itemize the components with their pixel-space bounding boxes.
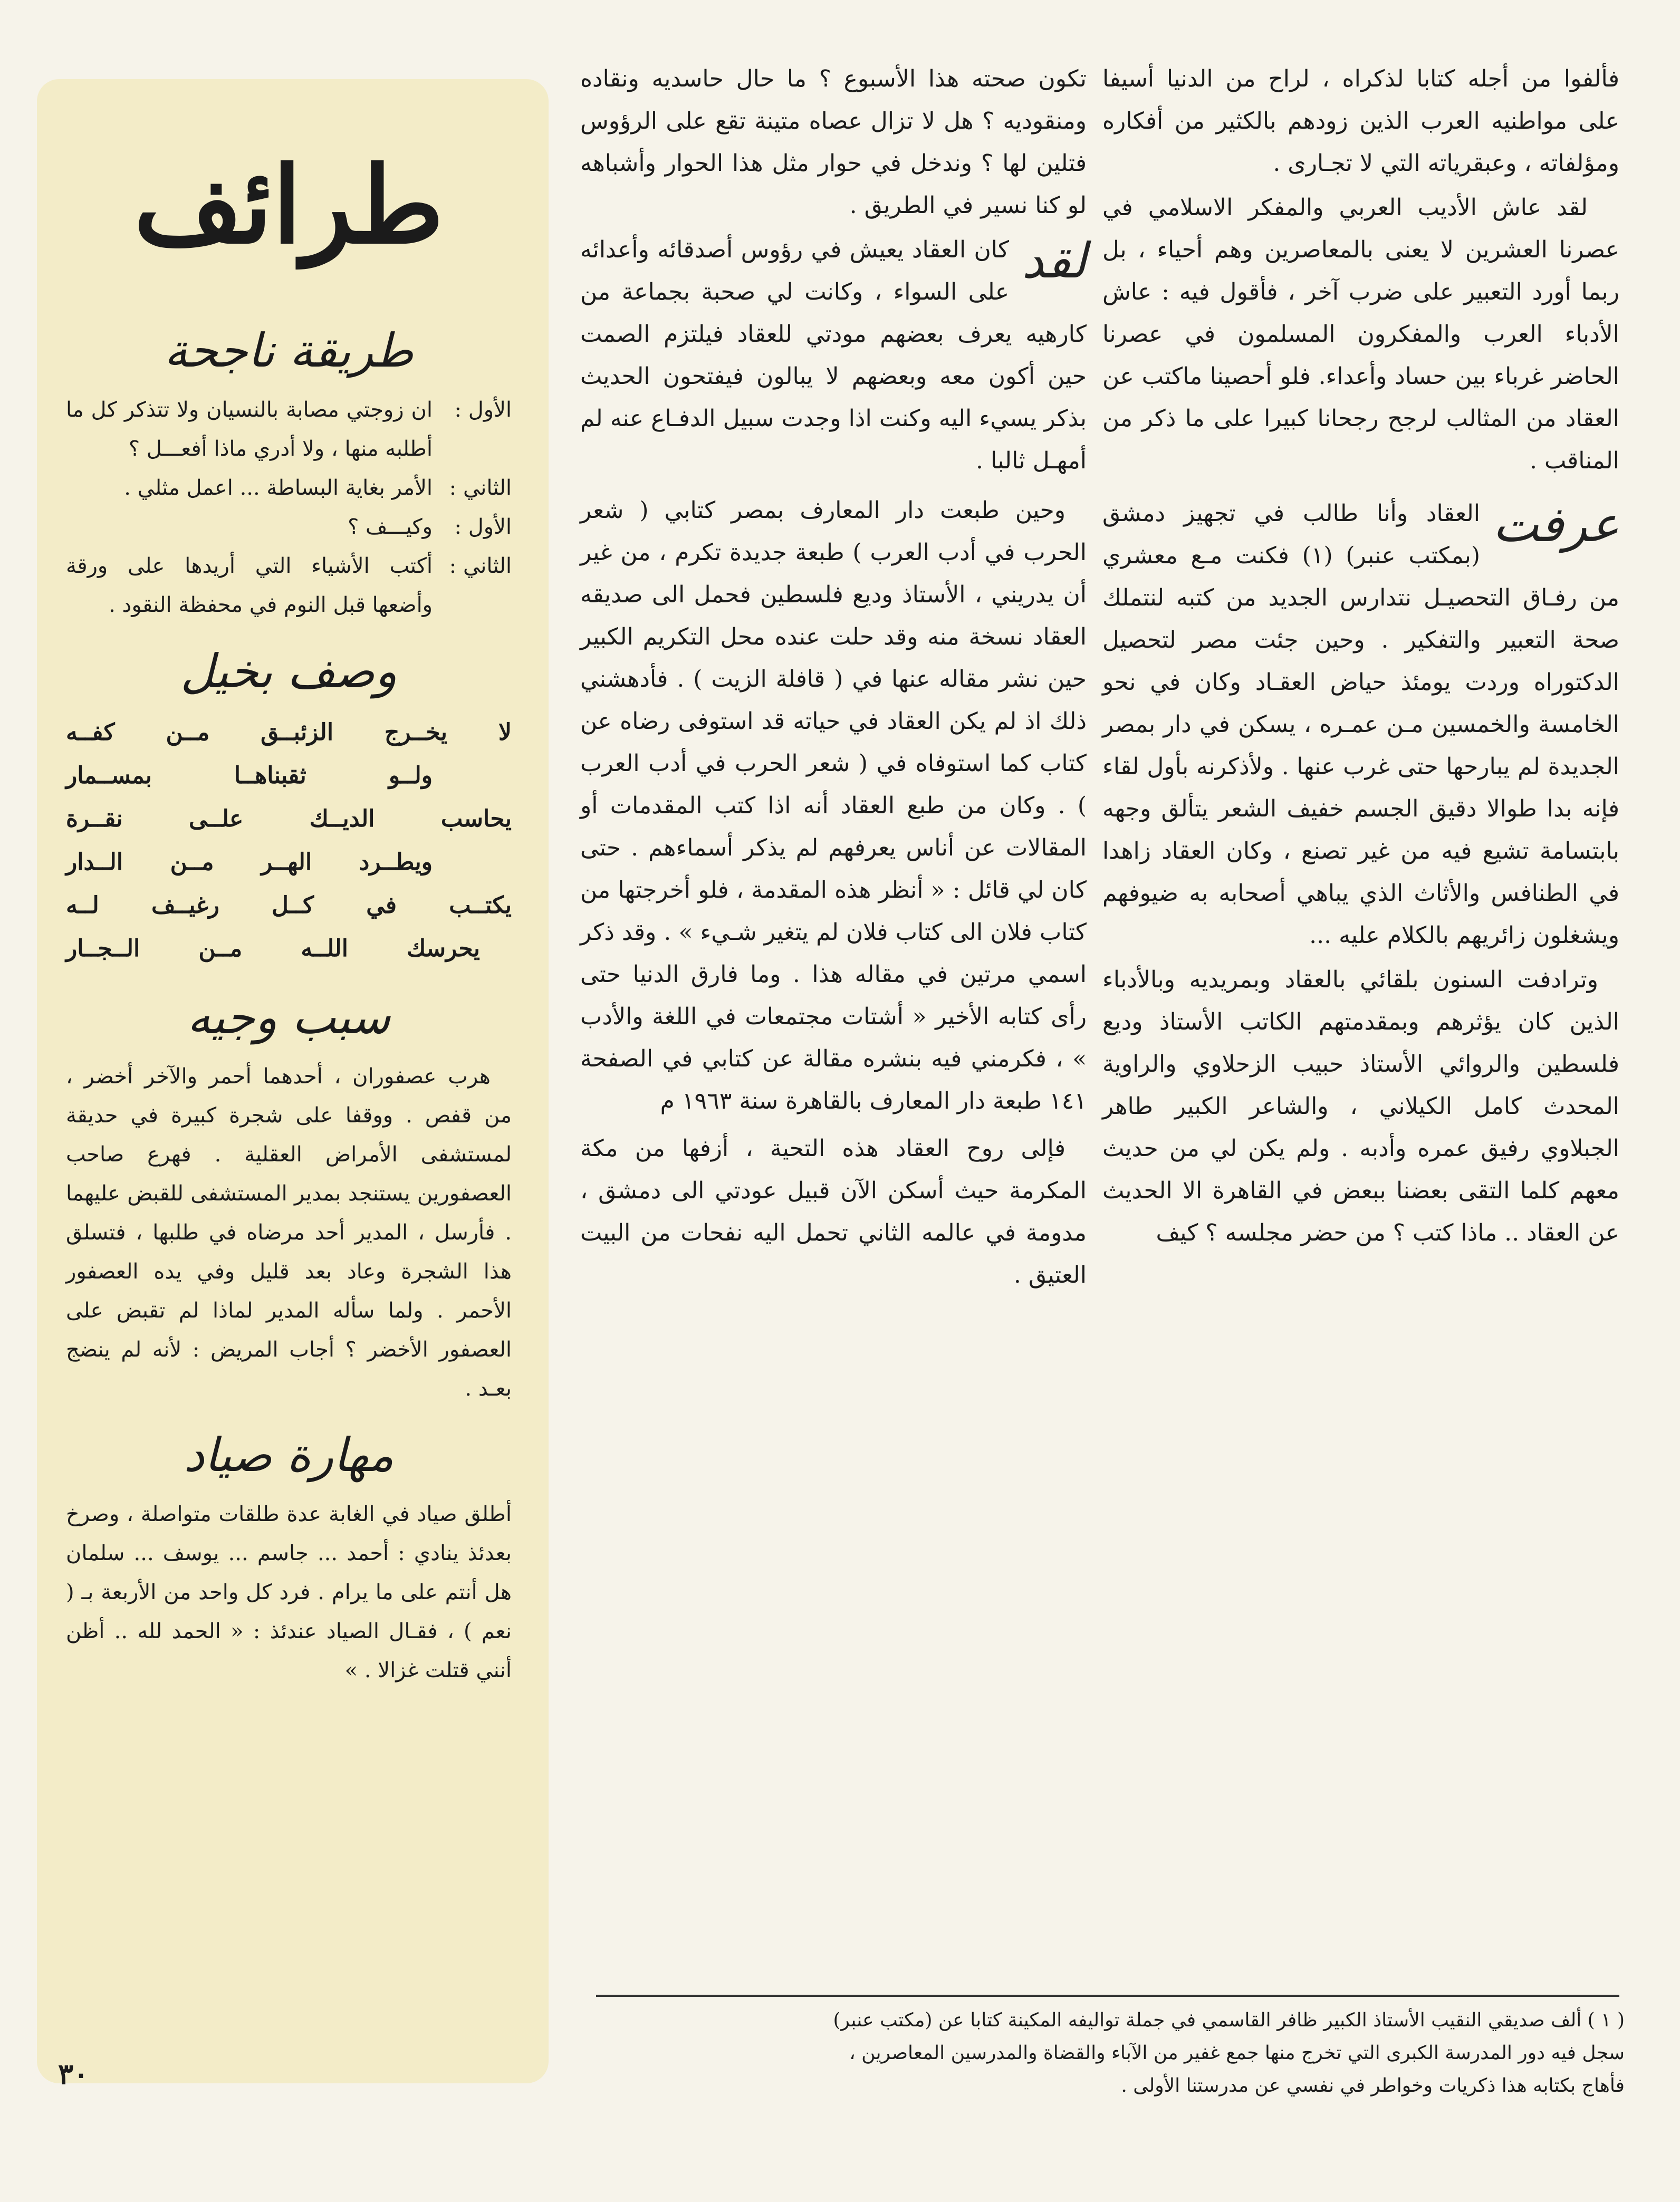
poem-line: يكتــب في كــل رغيــف لــه <box>66 892 512 919</box>
speech: أكتب الأشياء التي أريدها على ورقة وأضعها قبل النوم في محفظة النقود . <box>66 554 433 617</box>
article-paragraph: فألفوا من أجله كتابا لذكراه ، لراح من الدنيا أسيفا على مواطنيه العرب الذين زودهم بالكثير من أفكاره ومؤلفاته ، وعبقرياته التي لا تجـارى . <box>1102 65 1619 177</box>
speech: الأمر بغاية البساطة ... اعمل مثلي . <box>124 476 433 500</box>
poem-line: ويطــرد الهــر مــن الــدار <box>66 849 433 876</box>
article-paragraph: وحين طبعت دار المعارف بمصر كتابي ( شعر الحرب في أدب العرب ) طبعة جديدة تكرم ، من غير أن يدريني ، الأستاذ وديع فلسطين فحمل الى صديقه العقاد نسخة منه وقد حلت عنده محل التكريم الكبير حين نشر مقاله عنها في ( قافلة الزيت ) . فأدهشني ذلك اذ لم يكن العقاد في حياته قد استوفى رضاه عن كتاب كما استوفاه في ( شعر الحرب في أدب العرب ) . وكان من طبع العقاد أنه اذا كتب المقدمات أو المقالات عن أناس يعرفهم لم يذكر أسماءهم . حتى كان لي قائل : « أنظر هذه المقدمة ، فلو أخرجتها من كتاب فلان الى كتاب فلان لم يتغير شـيء » . وقد ذكر اسمي مرتين في مقاله هذا . وما فارق الدنيا حتى رأى كتابه الأخير « أشتات مجتمعات في اللغة والأدب » ، فكرمني فيه بنشره مقالة عن كتابي في الصفحة ١٤١ طبعة دار المعارف بالقاهرة سنة ١٩٦٣ م <box>580 497 1087 1114</box>
section-title: مهارة صياد <box>184 1428 394 1482</box>
speaker: الثاني : <box>449 554 512 578</box>
article-paragraph-text: كان العقاد يعيش في رؤوس أصدقائه وأعدائه على السواء ، وكانت لي صحبة بجماعة من كارهيه يعرف بعضهم مودتي للعقاد فيلتزم الصمت حين أكون معه وبعضهم لا يبالون فيفتحون الحديث بذكر يسيء اليه وكنت اذا وجدت سبيل الدفـاع عنه لم أمهـل ثالبا . <box>580 236 1087 474</box>
anecdote <box>66 1495 512 1690</box>
drop-cap-word: عرفت <box>1493 496 1619 553</box>
article-paragraph <box>580 229 1087 482</box>
article-paragraph <box>1102 493 1619 957</box>
article-paragraph: فإلى روح العقاد هذه التحية ، أزفها من مكة المكرمة حيث أسكن الآن قبيل عودتي الى دمشق ، مدومة في عالمه الثاني تحمل اليه نفحات من البيت العتيق . <box>580 1135 1087 1288</box>
poem-line: يحرسك اللــه مــن الــجــار <box>66 935 480 962</box>
dialogue-line <box>66 546 512 624</box>
section-title: طريقة ناجحة <box>164 323 414 378</box>
anecdote-text: هرب عصفوران ، أحدهما أحمر والآخر أخضر ، من قفص . ووقفا على شجرة كبيرة في حديقة لمستشفى الأمراض العقلية . فهرع صاحب العصفورين يستنجد بمدير المستشفى للقبض عليهما . فأرسل ، المدير أحد مرضاه في طلبها ، فتسلق هذا الشجرة وعاد بعد قليل وفي يده العصفور الأحمر . ولما سأله المدير لماذا لم تقبض على العصفور الأخضر ؟ أجاب المريض : لأنه لم ينضج بعـد . <box>66 1064 512 1401</box>
footnote-line: سجل فيه دور المدرسة الكبرى التي تخرج منها جمع غفير من الآباء والقضاة والمدرسين المعاصرين ، <box>849 2042 1625 2064</box>
footnote-divider <box>596 1995 1619 1997</box>
article-paragraph: لقد عاش الأديب العربي والمفكر الاسلامي في عصرنا العشرين لا يعنى بالمعاصرين وهم أحياء ، بل ربما أورد التعبير على ضرب آخر ، فأقول فيه : عاش الأدباء العرب والمفكرون المسلمون في عصرنا الحاضر غرباء بين حساد وأعداء. فلو أحصينا ماكتب عن العقاد من المثالب لرجح رجحانا كبيرا على ما ذكر من المناقب . <box>1102 194 1619 474</box>
speaker: الثاني : <box>449 476 512 500</box>
poem-line: لا يخــرج الزئبــق مــن كفــه <box>66 719 512 746</box>
sidebar-box <box>37 79 549 2083</box>
speech: ان زوجتي مصابة بالنسيان ولا تتذكر كل ما أطلبه منها ، ولا أدري ماذا أفعـــل ؟ <box>66 398 433 461</box>
speaker: الأول : <box>454 398 512 422</box>
footnote-line: ( ١ ) ألف صديقي النقيب الأستاذ الكبير ظافر القاسمي في جملة تواليفه المكينة كتابا عن (مكتب عنبر) <box>833 2009 1625 2031</box>
dialogue-line <box>66 390 512 468</box>
drop-cap-word: لقد <box>1022 233 1087 289</box>
dialogue-line <box>66 507 512 546</box>
footnote-line: فأهاج بكتابه هذا ذكريات وخواطر في نفسي عن مدرستنا الأولى . <box>1121 2075 1625 2097</box>
poem-line: يحاسب الديــك علــى نقــرة <box>66 805 512 832</box>
poem <box>66 711 512 970</box>
anecdote-text: أطلق صياد في الغابة عدة طلقات متواصلة ، وصرخ بعدئذ ينادي : أحمد ... جاسم ... يوسف ... سلمان هل أنتم على ما يرام . فرد كل واحد من الأربعة بـ ( نعم ) ، فقـال الصياد عندئذ : « الحمد لله .. أظن أنني قتلت غزالا . » <box>66 1502 512 1682</box>
footnote <box>585 2004 1625 2102</box>
article-column-right <box>1102 58 1619 1256</box>
article-column-middle <box>580 58 1087 1299</box>
section-title: سبب وجيه <box>187 990 391 1044</box>
page-number: ٣٠ <box>58 2057 89 2091</box>
speech: وكيـــف ؟ <box>348 515 433 539</box>
dialogue <box>66 390 512 624</box>
anecdote <box>66 1057 512 1408</box>
dialogue-line <box>66 468 512 507</box>
poem-line: ولــو ثقبناهــا بمســمار <box>66 762 433 789</box>
article-paragraph: وترادفت السنون بلقائي بالعقاد وبمريديه وبالأدباء الذين كان يؤثرهم وبمقدمتهم الكاتب الأستاذ وديع فلسطين والروائي الأستاذ حبيب الزحلاوي والراوية المحدث كامل الكيلاني ، والشاعر الكبير طاهر الجبلاوي رفيق عمره وأدبه . ولم يكن لي من حديث معهم كلما التقى بعضنا ببعض في القاهرة الا الحديث عن العقاد .. ماذا كتب ؟ من حضر مجلسه ؟ كيف <box>1102 966 1619 1246</box>
article-paragraph: تكون صحته هذا الأسبوع ؟ ما حال حاسديه ونقاده ومنقوديه ؟ هل لا تزال عصاه متينة تقع على الرؤوس فتلين لها ؟ وندخل في حوار مثل هذا الحوار وأشباهه لو كنا نسير في الطريق . <box>580 65 1087 219</box>
speaker: الأول : <box>454 515 512 539</box>
section-title: وصف بخيل <box>180 644 397 698</box>
sidebar-masthead: طرائف <box>133 143 444 267</box>
article-paragraph-text: العقاد وأنا طالب في تجهيز دمشق (بمكتب عنبر) (١) فكنت مـع معشري من رفـاق التحصيـل نتدارس الجديد من كتبه لنتملك صحة التعبير والتفكير . وحين جئت مصر لتحصيل الدكتوراه وردت يومئذ حياض العقـاد وكان في نحو الخامسة والخمسين مـن عمـره ، يسكن في دار بمصر الجديدة لم يبارحها حتى غرب عنها . ولأذكرنه بأول لقاء فإنه بدا طوالا دقيق الجسم خفيف الشعر يتألق وجهه بابتسامة تشيع فيه من غير تصنع ، وكان العقاد زاهدا في الطنافس والأثاث الذي يباهي أصحابه به ضيوفهم ويشغلون زائريهم بالكلام عليه ... <box>1102 500 1619 949</box>
